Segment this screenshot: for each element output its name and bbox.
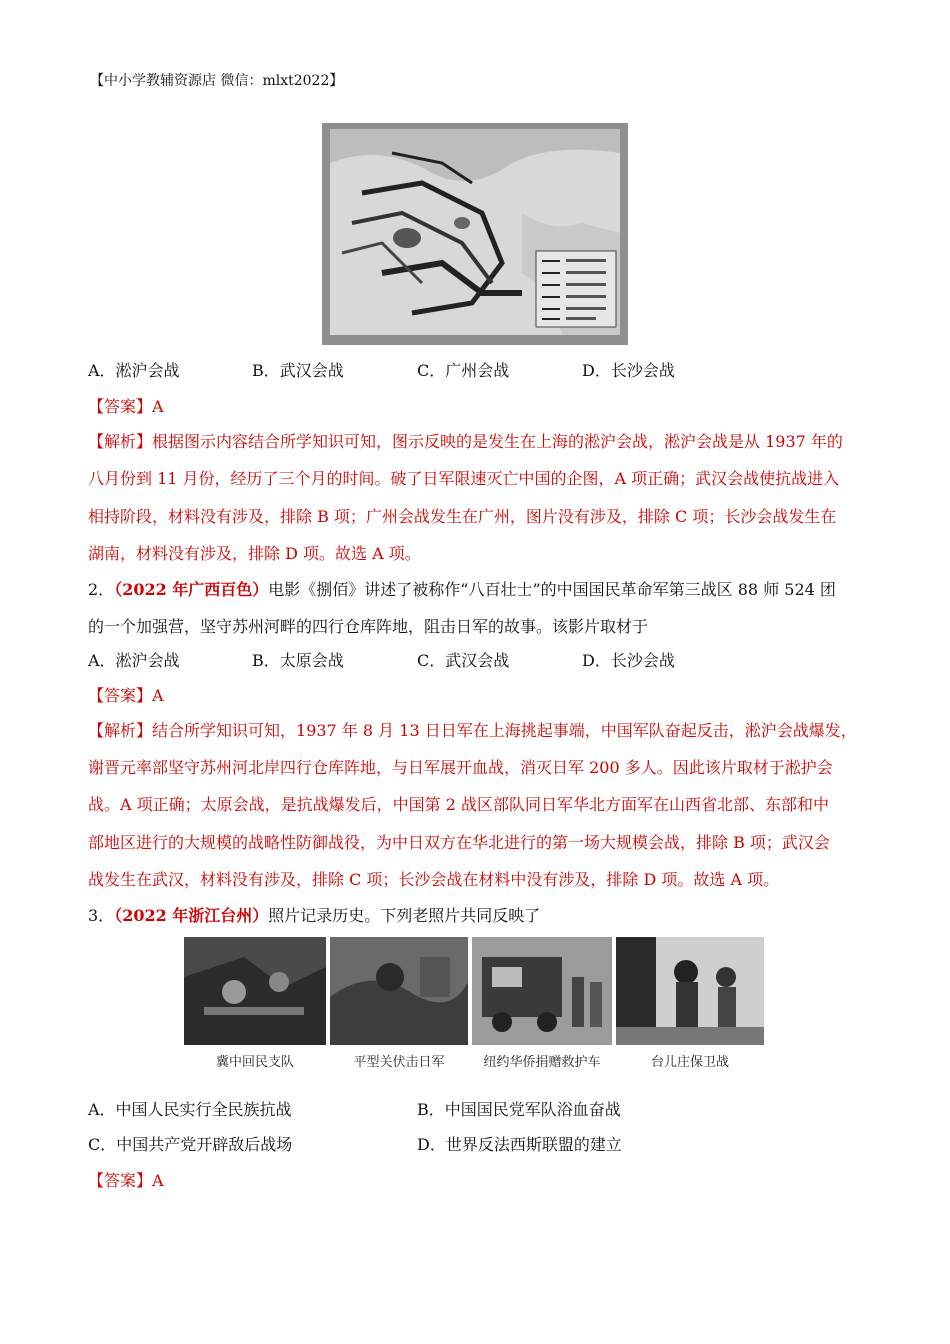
analysis-tag: 【解析】 (88, 432, 153, 451)
ambush-photo-icon (330, 937, 468, 1045)
q2-option-d: D．长沙会战 (582, 651, 675, 670)
battle-map-image (322, 123, 628, 345)
historical-photos (184, 937, 764, 1077)
q1-option-c: C．广州会战 (417, 361, 510, 380)
q3-stem-line (88, 906, 540, 926)
q2-answer (88, 686, 164, 706)
q1-answer (88, 397, 164, 417)
q1-analysis-line (88, 432, 843, 452)
q2-analysis-line: 谢晋元率部坚守苏州河北岸四行仓库阵地，与日军展开血战，消灭日军 200 多人。因此该片取材于淞护会 (88, 758, 833, 777)
question-source: （2022 年浙江台州） (114, 906, 269, 925)
question-source: （2022 年广西百色） (114, 580, 269, 599)
analysis-text: 根据图示内容结合所学知识可知，图示反映的是发生在上海的淞沪会战，淞沪会战是从 1937 年的 (152, 432, 843, 451)
q2-option-c: C．武汉会战 (417, 651, 510, 670)
q2-option-a: A．淞沪会战 (88, 651, 180, 670)
soldiers-photo-icon (184, 937, 326, 1045)
page-header: 【中小学教辅资源店 微信：mlxt2022】 (90, 73, 344, 89)
photo-3 (472, 937, 612, 1045)
analysis-text: 结合所学知识可知，1937 年 8 月 13 日日军在上海挑起事端，中国军队奋起反击，淞沪会战爆发， (152, 721, 857, 740)
analysis-tag: 【解析】 (88, 721, 153, 740)
q1-option-d: D．长沙会战 (582, 361, 675, 380)
answer-tag: 【答案】 (88, 686, 153, 705)
question-number: 3． (88, 906, 115, 925)
q3-option-d: D．世界反法西斯联盟的建立 (417, 1135, 622, 1154)
q1-analysis-line: 湖南，材料没有涉及，排除 D 项。故选 A 项。 (88, 544, 421, 563)
ambulance-photo-icon (472, 937, 612, 1045)
answer-tag: 【答案】 (88, 1171, 153, 1190)
battle-photo-icon (616, 937, 764, 1045)
question-stem: 照片记录历史。下列老照片共同反映了 (268, 906, 541, 925)
question-number: 2． (88, 580, 115, 599)
q1-analysis-line: 相持阶段，材料没有涉及，排除 B 项；广州会战发生在广州，图片没有涉及，排除 C 项；长沙会战发生在 (88, 507, 837, 526)
q2-option-b: B．太原会战 (252, 651, 344, 670)
photo-caption: 冀中回民支队 (215, 1055, 294, 1070)
answer-value: A (152, 686, 164, 705)
answer-tag: 【答案】 (88, 397, 153, 416)
photo-1 (184, 937, 326, 1045)
q2-stem-line (88, 580, 836, 600)
q3-answer (88, 1171, 164, 1191)
q2-analysis-line: 部地区进行的大规模的战略性防御战役，为中日双方在华北进行的第一场大规模会战，排除 B 项；武汉会 (88, 833, 830, 852)
q2-analysis-line: 战发生在武汉，材料没有涉及，排除 C 项；长沙会战在材料中没有涉及，排除 D 项。故选 A 项。 (88, 870, 780, 889)
q2-analysis-line: 战。A 项正确；太原会战，是抗战爆发后，中国第 2 战区部队同日军华北方面军在山西省北部、东部和中 (88, 795, 829, 814)
q2-analysis-line (88, 721, 857, 741)
q1-option-a: A．淞沪会战 (88, 361, 180, 380)
answer-value: A (152, 1171, 164, 1190)
q3-option-c: C．中国共产党开辟敌后战场 (88, 1135, 293, 1154)
photo-2 (330, 937, 468, 1045)
photo-4 (616, 937, 764, 1045)
question-stem: 电影《捌佰》讲述了被称作“八百壮士”的中国国民革命军第三战区 88 师 524 团 (268, 580, 836, 599)
q2-stem-line: 的一个加强营，坚守苏州河畔的四行仓库阵地，阻击日军的故事。该影片取材于 (88, 617, 649, 636)
q3-option-a: A．中国人民实行全民族抗战 (88, 1100, 292, 1119)
photo-caption: 台儿庄保卫战 (650, 1055, 729, 1070)
photo-caption: 平型关伏击日军 (353, 1055, 445, 1070)
answer-value: A (152, 397, 164, 416)
photo-caption: 纽约华侨捐赠救护车 (483, 1055, 601, 1070)
q3-option-b: B．中国国民党军队浴血奋战 (417, 1100, 621, 1119)
q1-analysis-line: 八月份到 11 月份，经历了三个月的时间。破了日军限速灭亡中国的企图，A 项正确；武汉会战使抗战进入 (88, 469, 840, 488)
q1-option-b: B．武汉会战 (252, 361, 344, 380)
battle-map-icon (322, 123, 628, 345)
